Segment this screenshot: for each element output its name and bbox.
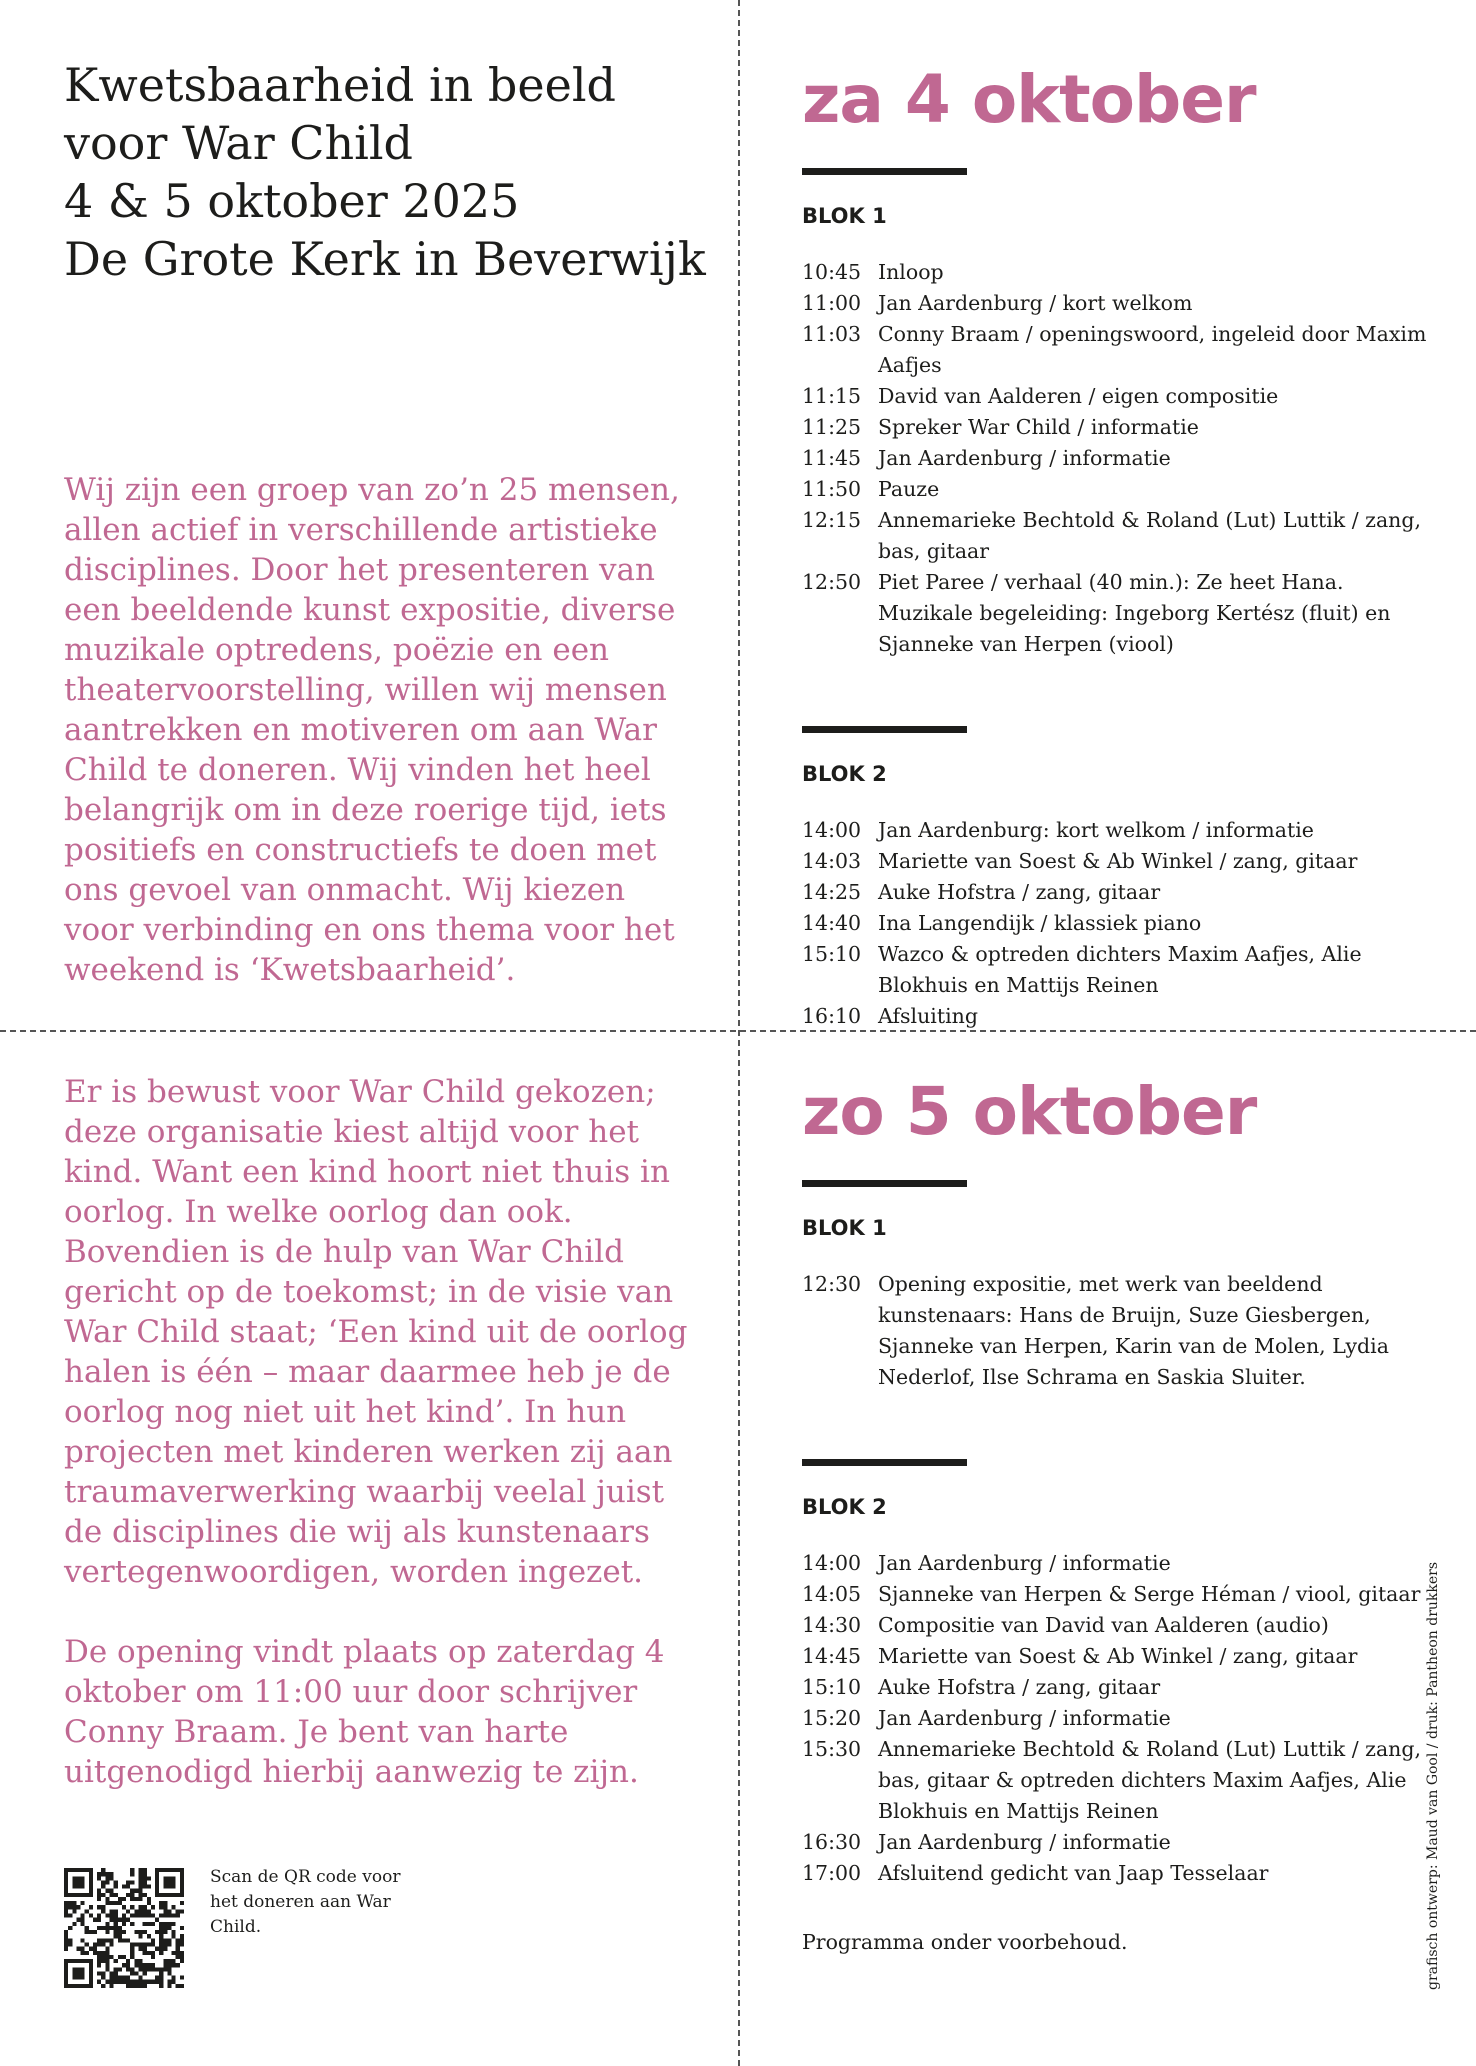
schedule-row bbox=[802, 1579, 1442, 1610]
paragraph-text: Wij zijn een groep van zo’n 25 mensen, allen actief in verschillende artistieke disciplines. Door het presenteren van een beeldende kunst expositie, diverse muzikale optredens, poëzie en een theatervoorstelling, willen wij mensen aantrekken en motiveren om aan War Child te doneren. Wij vinden het heel belangrijk om in deze roerige tijd, iets positiefs en constructiefs te doen met ons gevoel van onmacht. Wij kiezen voor verbinding en ons thema voor het weekend is ‘Kwetsbaarheid’. bbox=[64, 472, 680, 988]
schedule-description: Mariette van Soest & Ab Winkel / zang, gitaar bbox=[878, 849, 1358, 873]
design-credit: grafisch ontwerp: Maud van Gool / druk: Pantheon drukkers bbox=[1425, 1561, 1441, 1990]
schedule-description: Opening expositie, met werk van beeldend kunstenaars: Hans de Bruijn, Suze Giesbergen, Sjanneke van Herpen, Karin van de Molen, Lydia Nederlof, Ilse Schrama en Saskia Sluiter. bbox=[878, 1272, 1389, 1389]
vertical-fold-line bbox=[738, 0, 740, 2066]
section-rule bbox=[802, 168, 967, 175]
schedule-time: 16:30 bbox=[802, 1830, 862, 1854]
schedule-description: Jan Aardenburg / kort welkom bbox=[878, 291, 1193, 315]
schedule-row bbox=[802, 412, 1442, 443]
schedule-row bbox=[802, 443, 1442, 474]
schedule-list bbox=[802, 1548, 1442, 1889]
paragraph-text: De opening vindt plaats op zaterdag 4 oktober om 11:00 uur door schrijver Conny Braam. Je bent van harte uitgenodigd hierbij aanwezig te zijn. bbox=[64, 1634, 665, 1790]
intro-paragraph-1 bbox=[64, 470, 704, 990]
section-rule bbox=[802, 1459, 967, 1466]
schedule-row bbox=[802, 567, 1442, 660]
day-title: zo 5 oktober bbox=[802, 1073, 1257, 1150]
schedule-row bbox=[802, 877, 1442, 908]
flyer-title bbox=[64, 56, 704, 288]
schedule-row bbox=[802, 1734, 1442, 1827]
block-label: BLOK 2 bbox=[802, 762, 887, 786]
schedule-time: 14:03 bbox=[802, 849, 862, 873]
schedule-description: Sjanneke van Herpen & Serge Héman / viool, gitaar bbox=[878, 1582, 1421, 1606]
block-label: BLOK 1 bbox=[802, 204, 887, 228]
section-rule bbox=[802, 726, 967, 733]
qr-caption: Scan de QR code voor het doneren aan War Child. bbox=[210, 1867, 401, 1937]
schedule-row bbox=[802, 505, 1442, 567]
schedule-description: Auke Hofstra / zang, gitaar bbox=[878, 880, 1161, 904]
schedule-row bbox=[802, 1001, 1442, 1032]
schedule-time: 16:10 bbox=[802, 1004, 862, 1028]
block-label: BLOK 2 bbox=[802, 1495, 887, 1519]
title-line: De Grote Kerk in Beverwijk bbox=[64, 232, 706, 286]
schedule-description: Inloop bbox=[878, 260, 944, 284]
schedule-description: Compositie van David van Aalderen (audio) bbox=[878, 1613, 1329, 1637]
schedule-time: 17:00 bbox=[802, 1861, 862, 1885]
schedule-row bbox=[802, 474, 1442, 505]
schedule-row bbox=[802, 939, 1442, 1001]
paragraph-text: Er is bewust voor War Child gekozen; deze organisatie kiest altijd voor het kind. Want een kind hoort niet thuis in oorlog. In welke oorlog dan ook. Bovendien is de hulp van War Child gericht op de toekomst; in de visie van War Child staat; ‘Een kind uit de oorlog halen is één – maar daarmee heb je de oorlog nog niet uit het kind’. In hun projecten met kinderen werken zij aan traumaverwerking waarbij veelal juist de disciplines die wij als kunstenaars vertegenwoordigen, worden ingezet. bbox=[64, 1074, 688, 1590]
schedule-row bbox=[802, 1548, 1442, 1579]
schedule-time: 11:25 bbox=[802, 415, 862, 439]
schedule-time: 14:00 bbox=[802, 818, 862, 842]
schedule-row bbox=[802, 1672, 1442, 1703]
schedule-description: Mariette van Soest & Ab Winkel / zang, gitaar bbox=[878, 1644, 1358, 1668]
day-saturday bbox=[802, 60, 1442, 1032]
schedule-description: Afsluitend gedicht van Jaap Tesselaar bbox=[878, 1861, 1269, 1885]
schedule-time: 11:45 bbox=[802, 446, 862, 470]
schedule-time: 15:20 bbox=[802, 1706, 862, 1730]
schedule-time: 11:50 bbox=[802, 477, 862, 501]
schedule-list bbox=[802, 815, 1442, 1032]
schedule-description: Jan Aardenburg / informatie bbox=[878, 1830, 1171, 1854]
schedule-time: 11:03 bbox=[802, 322, 862, 346]
schedule-time: 10:45 bbox=[802, 260, 862, 284]
schedule-time: 14:00 bbox=[802, 1551, 862, 1575]
intro-paragraph-2 bbox=[64, 1072, 704, 1592]
schedule-list bbox=[802, 257, 1442, 660]
schedule-description: Piet Paree / verhaal (40 min.): Ze heet Hana. Muzikale begeleiding: Ingeborg Kertész (fluit) en Sjanneke van Herpen (viool) bbox=[878, 570, 1391, 656]
schedule-description: Jan Aardenburg / informatie bbox=[878, 1706, 1171, 1730]
schedule-time: 15:10 bbox=[802, 1675, 862, 1699]
schedule-description: Conny Braam / openingswoord, ingeleid door Maxim Aafjes bbox=[878, 322, 1427, 377]
schedule-row bbox=[802, 1641, 1442, 1672]
schedule-list bbox=[802, 1269, 1442, 1393]
schedule-row bbox=[802, 288, 1442, 319]
program-note: Programma onder voorbehoud. bbox=[802, 1930, 1128, 1954]
schedule-time: 12:30 bbox=[802, 1272, 862, 1296]
schedule-row bbox=[802, 1827, 1442, 1858]
schedule-time: 14:30 bbox=[802, 1613, 862, 1637]
schedule-time: 12:15 bbox=[802, 508, 862, 532]
schedule-description: Wazco & optreden dichters Maxim Aafjes, Alie Blokhuis en Mattijs Reinen bbox=[878, 942, 1362, 997]
schedule-description: Annemarieke Bechtold & Roland (Lut) Luttik / zang, bas, gitaar bbox=[878, 508, 1422, 563]
schedule-row bbox=[802, 1703, 1442, 1734]
schedule-row bbox=[802, 815, 1442, 846]
qr-code-icon[interactable] bbox=[64, 1868, 184, 1988]
schedule-description: Ina Langendijk / klassiek piano bbox=[878, 911, 1202, 935]
schedule-description: Auke Hofstra / zang, gitaar bbox=[878, 1675, 1161, 1699]
schedule-description: Afsluiting bbox=[878, 1004, 978, 1028]
schedule-time: 15:30 bbox=[802, 1737, 862, 1761]
schedule-row bbox=[802, 319, 1442, 381]
schedule-description: Jan Aardenburg: kort welkom / informatie bbox=[878, 818, 1314, 842]
schedule-description: Pauze bbox=[878, 477, 940, 501]
title-line: Kwetsbaarheid in beeld bbox=[64, 58, 616, 112]
schedule-row bbox=[802, 257, 1442, 288]
schedule-row bbox=[802, 1610, 1442, 1641]
intro-paragraph-3 bbox=[64, 1632, 704, 1792]
schedule-time: 11:00 bbox=[802, 291, 862, 315]
schedule-time: 15:10 bbox=[802, 942, 862, 966]
schedule-description: Annemarieke Bechtold & Roland (Lut) Luttik / zang, bas, gitaar & optreden dichters Maxim Aafjes, Alie Blokhuis en Mattijs Reinen bbox=[878, 1737, 1422, 1823]
schedule-time: 12:50 bbox=[802, 570, 862, 594]
day-title: za 4 oktober bbox=[802, 61, 1256, 138]
schedule-description: Jan Aardenburg / informatie bbox=[878, 1551, 1171, 1575]
schedule-time: 14:45 bbox=[802, 1644, 862, 1668]
title-line: voor War Child bbox=[64, 116, 413, 170]
schedule-row bbox=[802, 381, 1442, 412]
schedule-time: 14:25 bbox=[802, 880, 862, 904]
schedule-row bbox=[802, 846, 1442, 877]
section-rule bbox=[802, 1180, 967, 1187]
schedule-row bbox=[802, 1858, 1442, 1889]
schedule-time: 11:15 bbox=[802, 384, 862, 408]
schedule-time: 14:05 bbox=[802, 1582, 862, 1606]
schedule-time: 14:40 bbox=[802, 911, 862, 935]
schedule-description: David van Aalderen / eigen compositie bbox=[878, 384, 1279, 408]
schedule-row bbox=[802, 1269, 1442, 1393]
schedule-row bbox=[802, 908, 1442, 939]
day-sunday bbox=[802, 1072, 1442, 1958]
schedule-description: Spreker War Child / informatie bbox=[878, 415, 1199, 439]
schedule-description: Jan Aardenburg / informatie bbox=[878, 446, 1171, 470]
block-label: BLOK 1 bbox=[802, 1216, 887, 1240]
title-line: 4 & 5 oktober 2025 bbox=[64, 174, 520, 228]
